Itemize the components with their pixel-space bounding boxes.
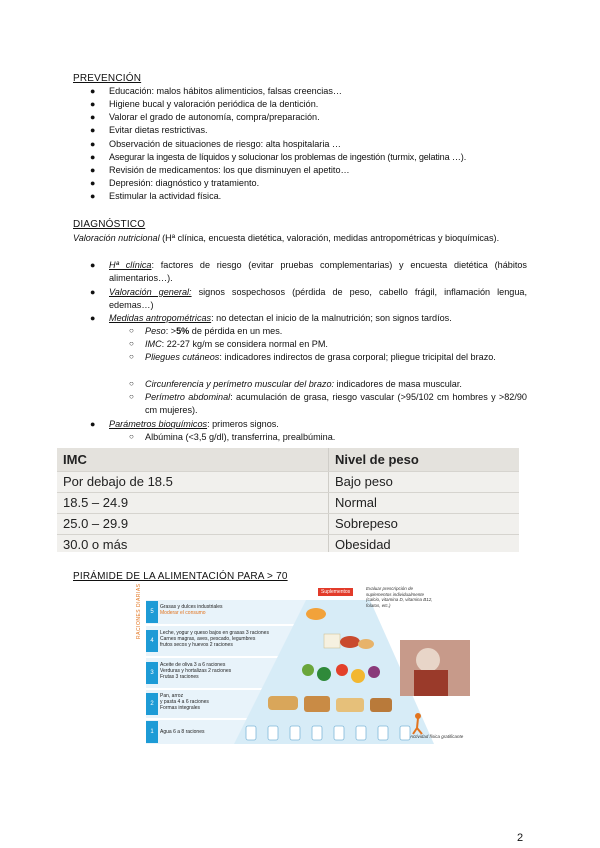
row-divider — [57, 471, 519, 472]
bullet: ● — [90, 152, 96, 162]
circle-bullet: ○ — [129, 352, 134, 361]
bullet: ● — [90, 419, 96, 429]
bullet: ● — [90, 99, 96, 109]
supplements-note: Evaluar prescripción de suplementos individualmente (calcio, vitamina D, vitamina B12, folatos, etc.) — [366, 586, 433, 608]
table-cell: 25.0 – 29.9 — [63, 516, 129, 531]
level-number: 4 — [146, 630, 158, 652]
bullet: ● — [90, 178, 96, 188]
item-label: Hª clínica — [109, 260, 152, 270]
level-number: 5 — [146, 601, 158, 623]
circle-bullet: ○ — [129, 339, 134, 348]
header-cell: IMC — [63, 452, 87, 467]
item-text: : factores de riesgo (evitar pruebas complementarias) y encuesta dietética (hábitos alimentarios…). — [109, 260, 527, 283]
table-cell: Sobrepeso — [335, 516, 398, 531]
list-item — [109, 286, 527, 312]
bullet: ● — [90, 86, 96, 96]
list-item — [109, 259, 527, 285]
item-text: signos sospechosos (pérdida de peso, cabello frágil, inflamación lengua, edemas…) — [109, 287, 527, 310]
bullet: ● — [90, 125, 96, 135]
circle-bullet: ○ — [129, 432, 134, 441]
sub-item: Peso: >5% de pérdida en un mes. — [145, 326, 283, 336]
item-text: : no detectan el inicio de la malnutrición; son signos tardíos. — [211, 313, 452, 323]
table-cell: Normal — [335, 495, 377, 510]
list-item: Valorar el grado de autonomía, compra/preparación. — [109, 112, 320, 122]
level-text: Pan, arroz y pasta 4 a 6 raciones Formas integrales — [160, 693, 209, 711]
list-item: Estimular la actividad física. — [109, 191, 222, 201]
activity-note: Actividad física gratificante — [410, 734, 464, 739]
bullet: ● — [90, 287, 96, 297]
list-item — [109, 418, 279, 430]
table-cell: Por debajo de 18.5 — [63, 474, 173, 489]
imc-table — [57, 448, 519, 552]
level-number: 1 — [146, 721, 158, 743]
sub-item: IMC: 22-27 kg/m se considera normal en PM. — [145, 339, 328, 349]
circle-bullet: ○ — [129, 326, 134, 335]
intro-paragraph — [73, 232, 527, 245]
table-header — [57, 448, 519, 471]
table-cell: 18.5 – 24.9 — [63, 495, 129, 510]
intro-label: Valoración nutricional — [73, 233, 160, 243]
page-number: 2 — [517, 832, 524, 844]
bullet: ● — [90, 260, 96, 270]
column-divider — [328, 448, 329, 552]
list-item: Revisión de medicamentos: los que disminuyen el apetito… — [109, 165, 350, 175]
header-cell: Nivel de peso — [335, 452, 419, 467]
row-divider — [57, 513, 519, 514]
table-cell: Bajo peso — [335, 474, 393, 489]
row-divider — [57, 534, 519, 535]
circle-bullet: ○ — [129, 379, 134, 388]
sub-item: Albúmina (<3,5 g/dl), transferrina, prealbúmina. — [145, 432, 336, 442]
sub-item: Pliegues cutáneos: indicadores indirectos de grasa corporal; pliegue tricipital del brazo. — [145, 352, 496, 362]
level-text: Leche, yogur y queso bajos en grasas 3 raciones Carnes magras, aves, pescado, legumbres frutos secos y huevos 2 raciones — [160, 630, 269, 648]
bullet: ● — [90, 165, 96, 175]
section-title-prevencion: PREVENCIÓN — [73, 73, 142, 84]
sub-item: Perímetro abdominal: acumulación de grasa, riesgo vascular (>95/102 cm hombres y >82/90 cm mujeres). — [145, 392, 527, 415]
level-text: Grasas y dulces industriales Moderar el consumo — [160, 604, 223, 616]
item-text: : primeros signos. — [207, 419, 279, 429]
supplements-badge: Suplementos — [318, 588, 353, 596]
section-title-piramide: PIRÁMIDE DE LA ALIMENTACIÓN PARA > 70 — [73, 571, 288, 582]
sub-item: Circunferencia y perímetro muscular del brazo: indicadores de masa muscular. — [145, 379, 462, 389]
list-item: Higiene bucal y valoración periódica de la dentición. — [109, 99, 319, 109]
table-cell: 30.0 o más — [63, 537, 128, 552]
item-label: Valoración general: — [109, 287, 192, 297]
level-text: Agua 6 a 8 raciones — [160, 729, 205, 735]
section-title-diagnostico: DIAGNÓSTICO — [73, 219, 146, 230]
level-number: 2 — [146, 693, 158, 715]
level-number: 3 — [146, 662, 158, 684]
table-cell: Obesidad — [335, 537, 391, 552]
item-label: Medidas antropométricas — [109, 313, 212, 323]
bullet: ● — [90, 313, 96, 323]
row-divider — [57, 492, 519, 493]
level-text: Aceite de oliva 3 a 6 raciones Verduras y hortalizas 2 raciones Frutas 3 raciones — [160, 662, 232, 680]
list-item: Observación de situaciones de riesgo: alta hospitalaria … — [109, 139, 342, 149]
bullet: ● — [90, 139, 96, 149]
list-item: Evitar dietas restrictivas. — [109, 125, 208, 135]
list-item: Asegurar la ingesta de líquidos y solucionar los problemas de ingestión (turmix, gelatina …). — [109, 152, 467, 162]
side-label: RACIONES DIARIAS — [136, 583, 142, 639]
item-label: Parámetros bioquímicos — [109, 419, 208, 429]
list-item: Depresión: diagnóstico y tratamiento. — [109, 178, 260, 188]
list-item — [109, 312, 452, 324]
bullet: ● — [90, 191, 96, 201]
list-item: Educación: malos hábitos alimenticios, falsas creencias… — [109, 86, 343, 96]
food-pyramid-figure — [138, 584, 470, 752]
bullet: ● — [90, 112, 96, 122]
circle-bullet: ○ — [129, 392, 134, 401]
intro-text: (Hª clínica, encuesta dietética, valoración, medidas antropométricas y bioquímicas). — [159, 233, 500, 243]
